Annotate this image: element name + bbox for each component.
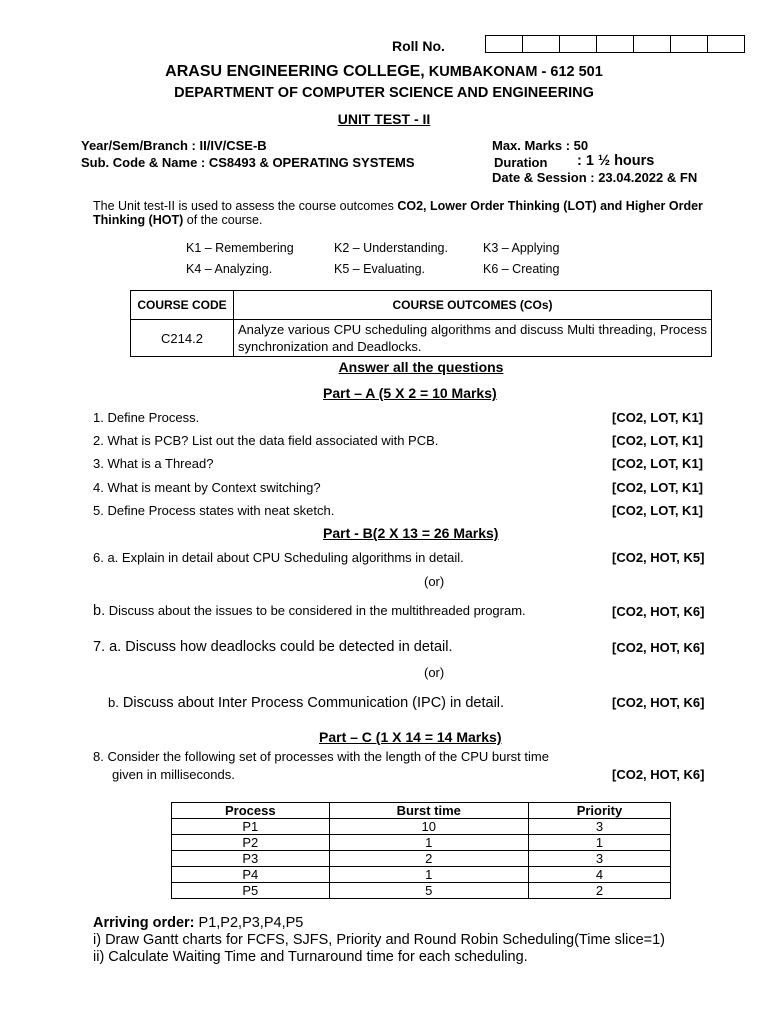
level-k5: K5 – Evaluating. (334, 262, 426, 276)
priority-cell: 3 (528, 819, 670, 835)
process-cell: P1 (172, 819, 330, 835)
question-7b (108, 694, 504, 712)
roll-box (671, 36, 708, 52)
subject-code-name: Sub. Code & Name : CS8493 & OPERATING SYSTEMS (81, 155, 415, 170)
college-heading (0, 63, 768, 81)
question-4-tag: [CO2, LOT, K1] (612, 480, 704, 495)
process-column-header: Process (172, 803, 330, 819)
or-separator-2: (or) (424, 665, 445, 680)
arriving-order-label: Arriving order: (93, 915, 195, 931)
year-sem-branch: Year/Sem/Branch : II/IV/CSE-B (81, 138, 267, 153)
course-code-header: COURSE CODE (131, 291, 234, 320)
burst-time-cell: 1 (329, 835, 528, 851)
level-k6: K6 – Creating (483, 262, 560, 276)
priority-column-header: Priority (528, 803, 670, 819)
process-table-header (172, 803, 671, 819)
course-outcomes-header: COURSE OUTCOMES (COs) (234, 291, 712, 320)
part-c-heading: Part – C (1 X 14 = 14 Marks) (319, 729, 502, 745)
question-7b-text: Discuss about Inter Process Communication (IPC) in detail. (118, 695, 505, 711)
burst-time-cell: 1 (329, 867, 528, 883)
test-title: UNIT TEST - II (337, 111, 431, 127)
or-separator-1: (or) (424, 574, 445, 589)
question-8-line1: 8. Consider the following set of processes with the length of the CPU burst time (93, 749, 549, 764)
process-table (171, 802, 671, 899)
intro-prefix: The Unit test-II is used to assess the course outcomes (93, 199, 398, 213)
question-6b (93, 603, 526, 619)
process-cell: P5 (172, 883, 330, 899)
roll-box (486, 36, 523, 52)
roll-box (560, 36, 597, 52)
college-name: ARASU ENGINEERING COLLEGE, (165, 63, 425, 80)
question-7b-tag: [CO2, HOT, K6] (612, 695, 705, 710)
course-code: C214.2 (131, 320, 234, 357)
date-session: Date & Session : 23.04.2022 & FN (492, 170, 698, 185)
question-1-tag: [CO2, LOT, K1] (612, 410, 704, 425)
intro-suffix: of the course. (183, 213, 263, 227)
part-a-heading: Part – A (5 X 2 = 10 Marks) (323, 385, 497, 401)
table-row (172, 867, 671, 883)
question-7b-letter: b. (108, 695, 119, 710)
process-cell: P4 (172, 867, 330, 883)
arriving-order-value: P1,P2,P3,P4,P5 (194, 915, 304, 931)
table-header-row (131, 291, 712, 320)
roll-box (708, 36, 744, 52)
table-row (131, 320, 712, 357)
task-gantt-charts: i) Draw Gantt charts for FCFS, SJFS, Priority and Round Robin Scheduling(Time slice=1) (93, 932, 666, 948)
arriving-order (93, 915, 303, 931)
priority-cell: 2 (528, 883, 670, 899)
priority-cell: 3 (528, 851, 670, 867)
department-heading: DEPARTMENT OF COMPUTER SCIENCE AND ENGINEERING (174, 85, 594, 101)
process-cell: P2 (172, 835, 330, 851)
question-2: 2. What is PCB? List out the data field associated with PCB. (93, 433, 439, 448)
roll-box (634, 36, 671, 52)
roll-number-boxes (485, 35, 745, 53)
burst-time-cell: 10 (329, 819, 528, 835)
course-outcome-table (130, 290, 712, 357)
question-6a: 6. a. Explain in detail about CPU Scheduling algorithms in detail. (93, 550, 464, 565)
question-7a: 7. a. Discuss how deadlocks could be detected in detail. (93, 639, 453, 655)
table-row (172, 835, 671, 851)
burst-time-cell: 5 (329, 883, 528, 899)
answer-all-instruction: Answer all the questions (338, 359, 504, 375)
question-6b-tag: [CO2, HOT, K6] (612, 604, 705, 619)
part-b-heading: Part - B(2 X 13 = 26 Marks) (323, 525, 499, 541)
question-6a-tag: [CO2, HOT, K5] (612, 550, 705, 565)
table-row (172, 851, 671, 867)
task-waiting-time: ii) Calculate Waiting Time and Turnaround time for each scheduling. (93, 949, 528, 965)
roll-number-label: Roll No. (392, 38, 445, 54)
roll-box (523, 36, 560, 52)
level-k4: K4 – Analyzing. (186, 262, 273, 276)
question-3-tag: [CO2, LOT, K1] (612, 456, 704, 471)
level-k2: K2 – Understanding. (334, 241, 448, 255)
table-row (172, 819, 671, 835)
question-5: 5. Define Process states with neat sketch. (93, 503, 335, 518)
question-3: 3. What is a Thread? (93, 456, 214, 471)
question-8-line2: given in milliseconds. (112, 767, 235, 782)
priority-cell: 1 (528, 835, 670, 851)
question-2-tag: [CO2, LOT, K1] (612, 433, 704, 448)
question-4: 4. What is meant by Context switching? (93, 480, 321, 495)
table-row (172, 883, 671, 899)
question-1: 1. Define Process. (93, 410, 200, 425)
burst-time-cell: 2 (329, 851, 528, 867)
question-8-tag: [CO2, HOT, K6] (612, 767, 705, 782)
course-outcome-text: Analyze various CPU scheduling algorithms and discuss Multi threading, Process synchronization and Deadlocks. (234, 320, 712, 357)
intro-paragraph (93, 199, 733, 227)
priority-cell: 4 (528, 867, 670, 883)
question-7a-tag: [CO2, HOT, K6] (612, 640, 705, 655)
roll-box (597, 36, 634, 52)
question-6b-letter: b. (93, 603, 106, 619)
duration-value: : 1 ½ hours (577, 153, 655, 169)
college-place: KUMBAKONAM - 612 501 (424, 64, 603, 80)
question-5-tag: [CO2, LOT, K1] (612, 503, 704, 518)
duration-label: Duration (494, 155, 548, 170)
burst-time-column-header: Burst time (329, 803, 528, 819)
level-k1: K1 – Remembering (186, 241, 294, 255)
intro-bold: CO2, Lower Order Thinking (LOT) and Higher Order Thinking (HOT) (93, 199, 703, 227)
process-cell: P3 (172, 851, 330, 867)
question-6b-text: Discuss about the issues to be considered in the multithreaded program. (105, 603, 526, 618)
level-k3: K3 – Applying (483, 241, 560, 255)
max-marks: Max. Marks : 50 (492, 138, 589, 153)
